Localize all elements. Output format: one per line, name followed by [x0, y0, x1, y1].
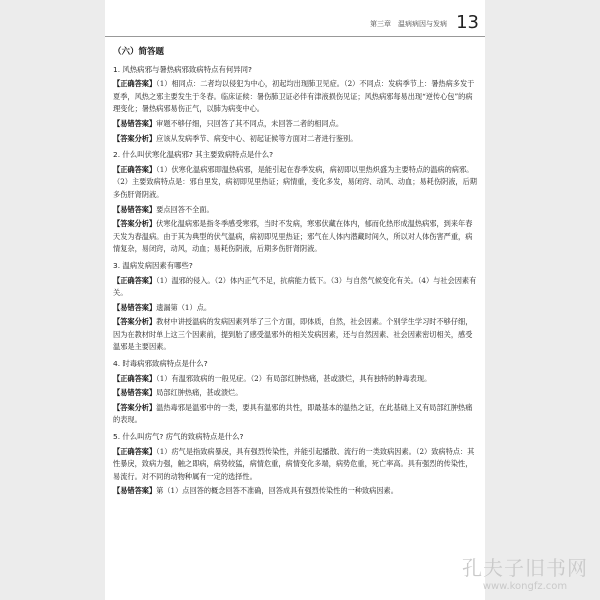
answer-label: 【易错答案】 — [113, 388, 157, 398]
answer-text: 遗漏第（1）点。 — [156, 302, 212, 312]
header-rule — [105, 36, 485, 37]
answer-label: 【正确答案】 — [113, 164, 157, 174]
page-content — [113, 44, 477, 500]
answer-text: 审题不够仔细，只回答了其不同点，未回答二者的相同点。 — [156, 118, 344, 128]
answer-correct — [113, 373, 477, 386]
answer-wrong — [113, 485, 477, 498]
answer-label: 【正确答案】 — [113, 79, 157, 89]
answer-text: （1）疠气是指致病暴戾，具有强烈传染性，并能引起播散、流行的一类致病因素。（2）致病特点：其性暴戾，致病力强，触之即病，病势较猛，病情危重，病情变化多端，病势危重，死亡率高。具有强烈的传染性，易流行。对不同的动物种属有一定的选择性。 — [113, 446, 475, 481]
answer-label: 【易错答案】 — [113, 486, 157, 496]
chapter-title: 第三章 温病病因与发病 — [370, 20, 447, 28]
watermark — [462, 552, 588, 592]
answer-text: 要点回答不全面。 — [156, 204, 214, 214]
answer-correct — [113, 164, 477, 202]
answer-label: 【答案分析】 — [113, 219, 157, 229]
answer-analysis — [113, 402, 477, 427]
answer-text: 应该从发病季节、病变中心、初起证候等方面对二者进行鉴别。 — [156, 133, 358, 143]
answer-text: 教材中讲授温病的发病因素列举了三个方面，即体质，自然，社会因素。个别学生学习时不够仔细，因为在教材时单上这三个因素前，提到胎了感受温邪外的相关发病因素，还与自然因素、社会因素密切相关，感受温邪是主要因素。 — [113, 317, 473, 352]
section-title: （六）简答题 — [113, 47, 165, 57]
book-page — [105, 0, 485, 600]
answer-text: 伏寒化温病邪是指冬季感受寒邪，当时不发病，寒邪伏藏在体内，郁而化热形成温热病邪，到来年春天发为春温病。由于其为典型的伏气温病，病初即见里热证；邪气在人体内潜藏时间久，所以对人体伤害严重，病情复杂，易闭窍，动风，动血；易耗伤阴液，后期多伤肝肾阴液。 — [113, 219, 473, 254]
page-number: 13 — [456, 12, 479, 33]
question-4: 4. 时毒病邪致病特点是什么? — [113, 359, 208, 369]
answer-wrong — [113, 387, 477, 400]
answer-text: （1）相同点：二者均以侵犯为中心，初起均出现肺卫见症。（2）不同点：发病季节上：暑热病多发于夏季，风热之邪主要发生于冬春。临床证候：暑伤肺卫证必伴有津液损伤见证；风热病邪每易出现“逆传心包”的病理变化；暑热病邪易伤正气，以肺为病变中心。 — [113, 79, 475, 114]
answer-analysis — [113, 316, 477, 354]
answer-wrong — [113, 204, 477, 217]
watermark-url: www.kongfz.com — [482, 581, 568, 592]
answer-label: 【正确答案】 — [113, 446, 157, 456]
answer-analysis — [113, 218, 477, 256]
answer-wrong — [113, 118, 477, 131]
answer-text: 局部红肿热痛，甚或溃烂。 — [156, 388, 243, 398]
answer-label: 【正确答案】 — [113, 373, 157, 383]
answer-text: （1）伏寒化温病邪即温热病邪，是能引起在春季发病，病初即以里热炽盛为主要特点的温病的病邪。（2）主要致病特点是：邪自里发，病初即见里热证；病情重，变化多发，易闭窍、动风、动血；易耗伤阴液，后期多伤肝肾阴液。 — [113, 164, 477, 199]
answer-text: 温热毒邪是温邪中的一类，要具有温邪的共性，即最基本的温热之证，在此基础上又有局部红肿热痛的表现。 — [113, 402, 473, 425]
question-1: 1. 风热病邪与暑热病邪致病特点有何异同? — [113, 64, 252, 74]
page-header — [105, 12, 485, 36]
answer-label: 【易错答案】 — [113, 204, 157, 214]
answer-label: 【正确答案】 — [113, 275, 157, 285]
answer-analysis — [113, 133, 477, 146]
question-5: 5. 什么叫疠气? 疠气的致病特点是什么? — [113, 432, 244, 442]
answer-text: （1）有温邪致病的一般见症。（2）有局部红肿热痛，甚或溃烂，具有独特的肿毒表现。 — [156, 373, 432, 383]
answer-correct — [113, 446, 477, 484]
answer-text: 第（1）点回答的概念回答不准确，回答成具有强烈传染性的一种致病因素。 — [156, 486, 398, 496]
answer-correct — [113, 275, 477, 300]
answer-correct — [113, 78, 477, 116]
answer-label: 【答案分析】 — [113, 133, 157, 143]
question-3: 3. 温病发病因素有哪些? — [113, 260, 193, 270]
answer-label: 【答案分析】 — [113, 317, 157, 327]
watermark-title: 孔夫子旧书网 — [462, 556, 588, 580]
question-2: 2. 什么叫伏寒化温病邪? 其主要致病特点是什么? — [113, 150, 274, 160]
answer-wrong — [113, 302, 477, 315]
answer-label: 【易错答案】 — [113, 118, 157, 128]
answer-text: （1）温邪的侵入。（2）体内正气不足，抗病能力低下。（3）与自然气候变化有关。（4）与社会因素有关。 — [113, 275, 477, 298]
answer-label: 【答案分析】 — [113, 402, 157, 412]
answer-label: 【易错答案】 — [113, 302, 157, 312]
